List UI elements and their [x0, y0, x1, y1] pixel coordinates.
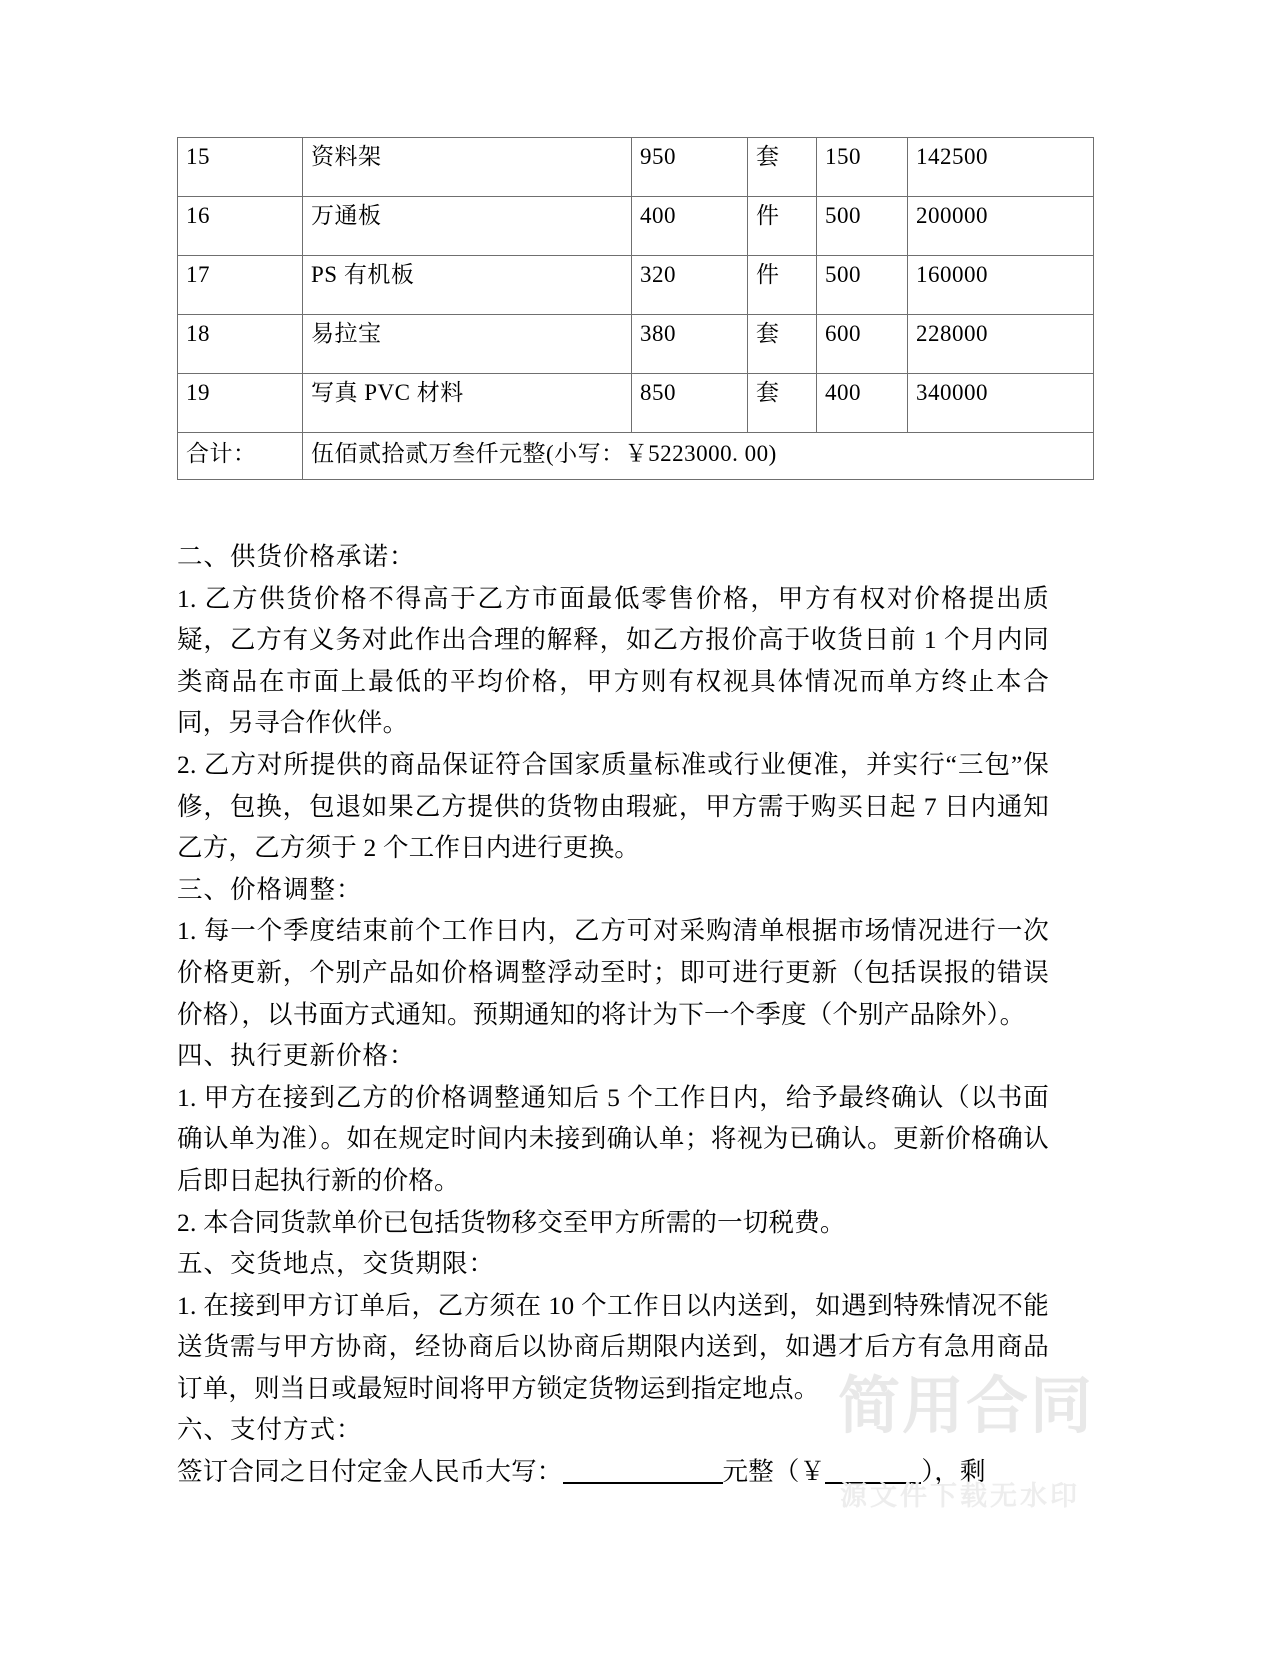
price-list-table — [177, 137, 1094, 480]
payment-line-middle: 元整（￥ — [722, 1457, 826, 1487]
cell-qty: 600 — [817, 315, 908, 374]
cell-name: PS 有机板 — [303, 256, 632, 315]
contract-body — [177, 536, 1049, 1493]
payment-line-prefix: 签订合同之日付定金人民币大写： — [177, 1457, 563, 1487]
payment-line-suffix: ），剩 — [921, 1457, 986, 1487]
total-label: 合计： — [178, 433, 303, 480]
section-6-payment-line — [177, 1451, 1049, 1493]
cell-qty: 400 — [817, 374, 908, 433]
deposit-figure-blank[interactable] — [825, 1482, 921, 1484]
watermark-sub: 源文件下载无水印 — [840, 1481, 1080, 1511]
cell-no: 19 — [178, 374, 303, 433]
cell-price: 950 — [632, 138, 748, 197]
deposit-amount-blank[interactable] — [563, 1482, 723, 1484]
cell-amount: 142500 — [908, 138, 1094, 197]
cell-unit: 套 — [748, 315, 817, 374]
cell-name: 万通板 — [303, 197, 632, 256]
table-total-row — [178, 433, 1094, 480]
cell-qty: 500 — [817, 197, 908, 256]
cell-amount: 228000 — [908, 315, 1094, 374]
section-3-paragraph-1: 1. 每一个季度结束前个工作日内，乙方可对采购清单根据市场情况进行一次价格更新，个别产品如价格调整浮动至时；即可进行更新（包括误报的错误价格），以书面方式通知。预期通知的将计为下一个季度（个别产品除外）。 — [177, 916, 1049, 1029]
cell-price: 850 — [632, 374, 748, 433]
cell-no: 17 — [178, 256, 303, 315]
watermark-main: 简用合同 — [838, 1372, 1095, 1441]
section-2-heading: 二、供货价格承诺： — [177, 542, 416, 571]
section-2-paragraph-1: 1. 乙方供货价格不得高于乙方市面最低零售价格，甲方有权对价格提出质疑，乙方有义务对此作出合理的解释，如乙方报价高于收货日前 1 个月内同类商品在市面上最低的平均价格，甲方则有权视具体情况而单方终止本合同，另寻合作伙伴。 — [177, 583, 1049, 738]
cell-price: 380 — [632, 315, 748, 374]
table-row — [178, 315, 1094, 374]
cell-no: 15 — [178, 138, 303, 197]
cell-price: 320 — [632, 256, 748, 315]
cell-unit: 件 — [748, 256, 817, 315]
table-row — [178, 256, 1094, 315]
section-4-heading: 四、执行更新价格： — [177, 1041, 416, 1071]
table-row — [178, 138, 1094, 197]
cell-amount: 340000 — [908, 374, 1094, 433]
table-body — [178, 138, 1094, 480]
section-5-paragraph-1: 1. 在接到甲方订单后，乙方须在 10 个工作日以内送到，如遇到特殊情况不能送货需与甲方协商，经协商后以协商后期限内送到，如遇才后方有急用商品订单，则当日或最短时间将甲方锁定货物运到指定地点。 — [177, 1290, 1049, 1403]
total-value: 伍佰贰拾贰万叁仟元整(小写：￥5223000. 00) — [303, 433, 1094, 480]
section-4-paragraph-2: 2. 本合同货款单价已包括货物移交至甲方所需的一切税费。 — [177, 1207, 846, 1237]
section-6-heading: 六、支付方式： — [177, 1415, 363, 1445]
cell-price: 400 — [632, 197, 748, 256]
cell-name: 易拉宝 — [303, 315, 632, 374]
cell-no: 16 — [178, 197, 303, 256]
section-4-paragraph-1: 1. 甲方在接到乙方的价格调整通知后 5 个工作日内，给予最终确认（以书面确认单为准）。如在规定时间内未接到确认单；将视为已确认。更新价格确认后即日起执行新的价格。 — [177, 1082, 1049, 1195]
cell-amount: 200000 — [908, 197, 1094, 256]
cell-unit: 套 — [748, 374, 817, 433]
cell-qty: 150 — [817, 138, 908, 197]
cell-unit: 件 — [748, 197, 817, 256]
cell-qty: 500 — [817, 256, 908, 315]
table-row — [178, 197, 1094, 256]
cell-name: 写真 PVC 材料 — [303, 374, 632, 433]
cell-name: 资料架 — [303, 138, 632, 197]
section-3-heading: 三、价格调整： — [177, 874, 363, 904]
cell-no: 18 — [178, 315, 303, 374]
section-2-paragraph-2: 2. 乙方对所提供的商品保证符合国家质量标准或行业便准，并实行“三包”保修，包换，包退如果乙方提供的货物由瑕疵，甲方需于购买日起 7 日内通知乙方，乙方须于 2 个工作日内进行更换。 — [177, 749, 1049, 863]
section-5-heading: 五、交货地点，交货期限： — [177, 1249, 496, 1279]
cell-unit: 套 — [748, 138, 817, 197]
cell-amount: 160000 — [908, 256, 1094, 315]
table-row — [178, 374, 1094, 433]
